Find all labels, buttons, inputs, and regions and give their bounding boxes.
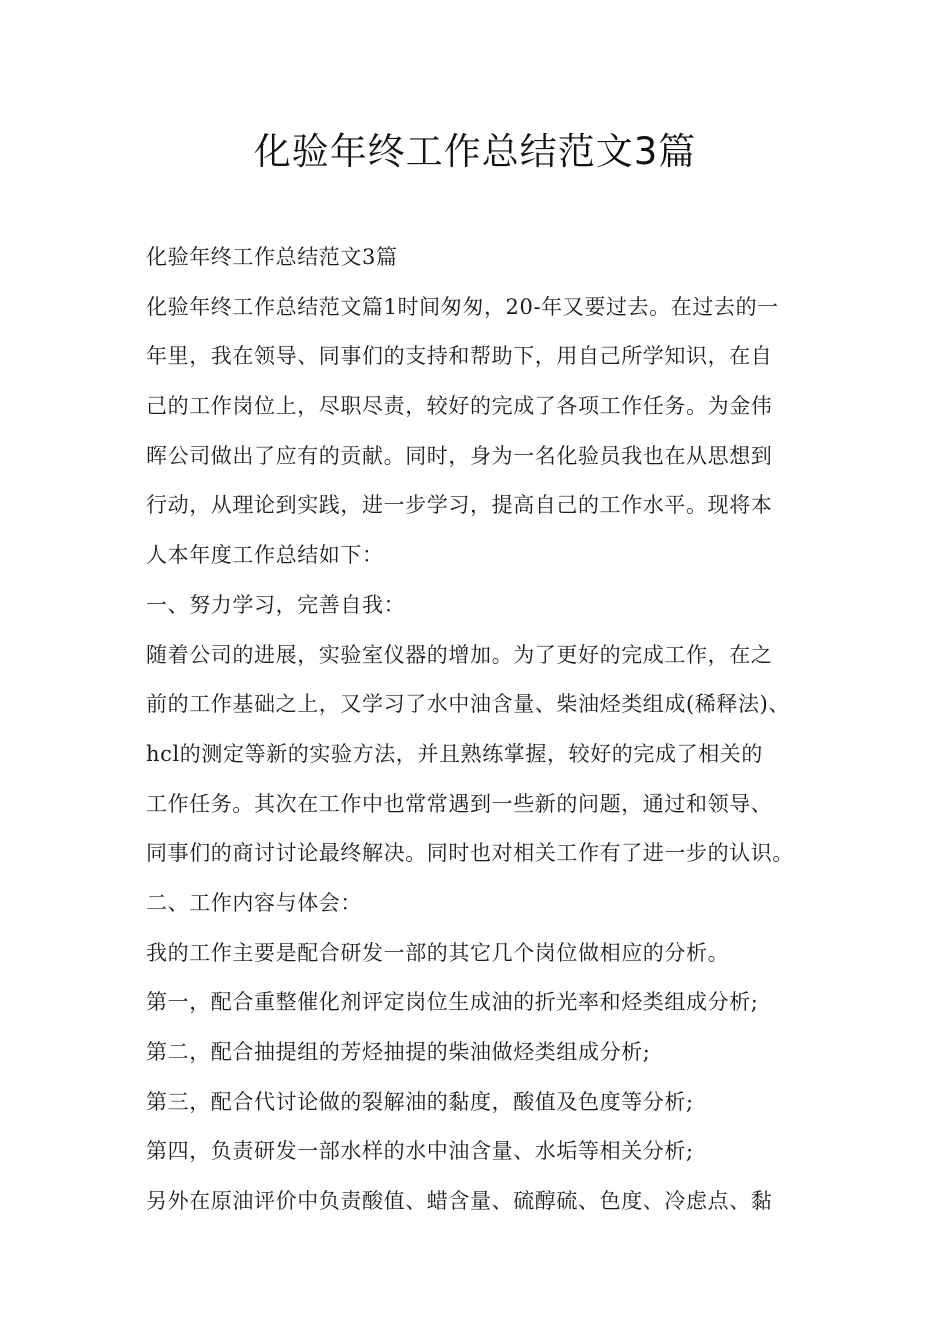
- section-heading: 二、工作内容与体会：: [146, 890, 362, 915]
- text-line: 随着公司的进展，实验室仪器的增加。为了更好的完成工作，在之: [146, 642, 773, 667]
- text-line: 晖公司做出了应有的贡献。同时，身为一名化验员我也在从思想到: [146, 443, 773, 468]
- text-line: hcl的测定等新的实验方法，并且熟练掌握，较好的完成了相关的: [146, 741, 763, 766]
- text-line: 化验年终工作总结范文篇1时间匆匆，20-年又要过去。在过去的一: [146, 294, 779, 319]
- text-line: 第二，配合抽提组的芳烃抽提的柴油做烃类组成分析;: [146, 1040, 651, 1064]
- text-line: 第四，负责研发一部水样的水中油含量、水垢等相关分析;: [146, 1139, 694, 1164]
- text-line: 工作任务。其次在工作中也常常遇到一些新的问题，通过和领导、: [146, 791, 773, 816]
- text-line: 我的工作主要是配合研发一部的其它几个岗位做相应的分析。: [146, 940, 730, 965]
- text-line: 年里，我在领导、同事们的支持和帮助下，用自己所学知识，在自: [146, 344, 773, 369]
- text-line: 另外在原油评价中负责酸值、蜡含量、硫醇硫、色度、冷虑点、黏: [146, 1189, 773, 1214]
- text-line: 同事们的商讨讨论最终解决。同时也对相关工作有了进一步的认识。: [146, 841, 794, 866]
- section-heading: 一、努力学习，完善自我：: [146, 592, 406, 617]
- document-body: [146, 233, 814, 1227]
- text-line: 第三，配合代讨论做的裂解油的黏度，酸值及色度等分析;: [146, 1089, 694, 1114]
- text-line: 第一，配合重整催化剂评定岗位生成油的折光率和烃类组成分析;: [146, 990, 759, 1015]
- text-line: 化验年终工作总结范文3篇: [146, 245, 398, 269]
- text-line: 己的工作岗位上，尽职尽责，较好的完成了各项工作任务。为金伟: [146, 394, 773, 419]
- text-line: 人本年度工作总结如下：: [146, 543, 384, 568]
- text-line: 行动，从理论到实践，进一步学习，提高自己的工作水平。现将本: [146, 493, 773, 518]
- text-line: 前的工作基础之上，又学习了水中油含量、柴油烃类组成(稀释法)、: [146, 692, 790, 717]
- document-title: 化验年终工作总结范文3篇: [253, 130, 697, 173]
